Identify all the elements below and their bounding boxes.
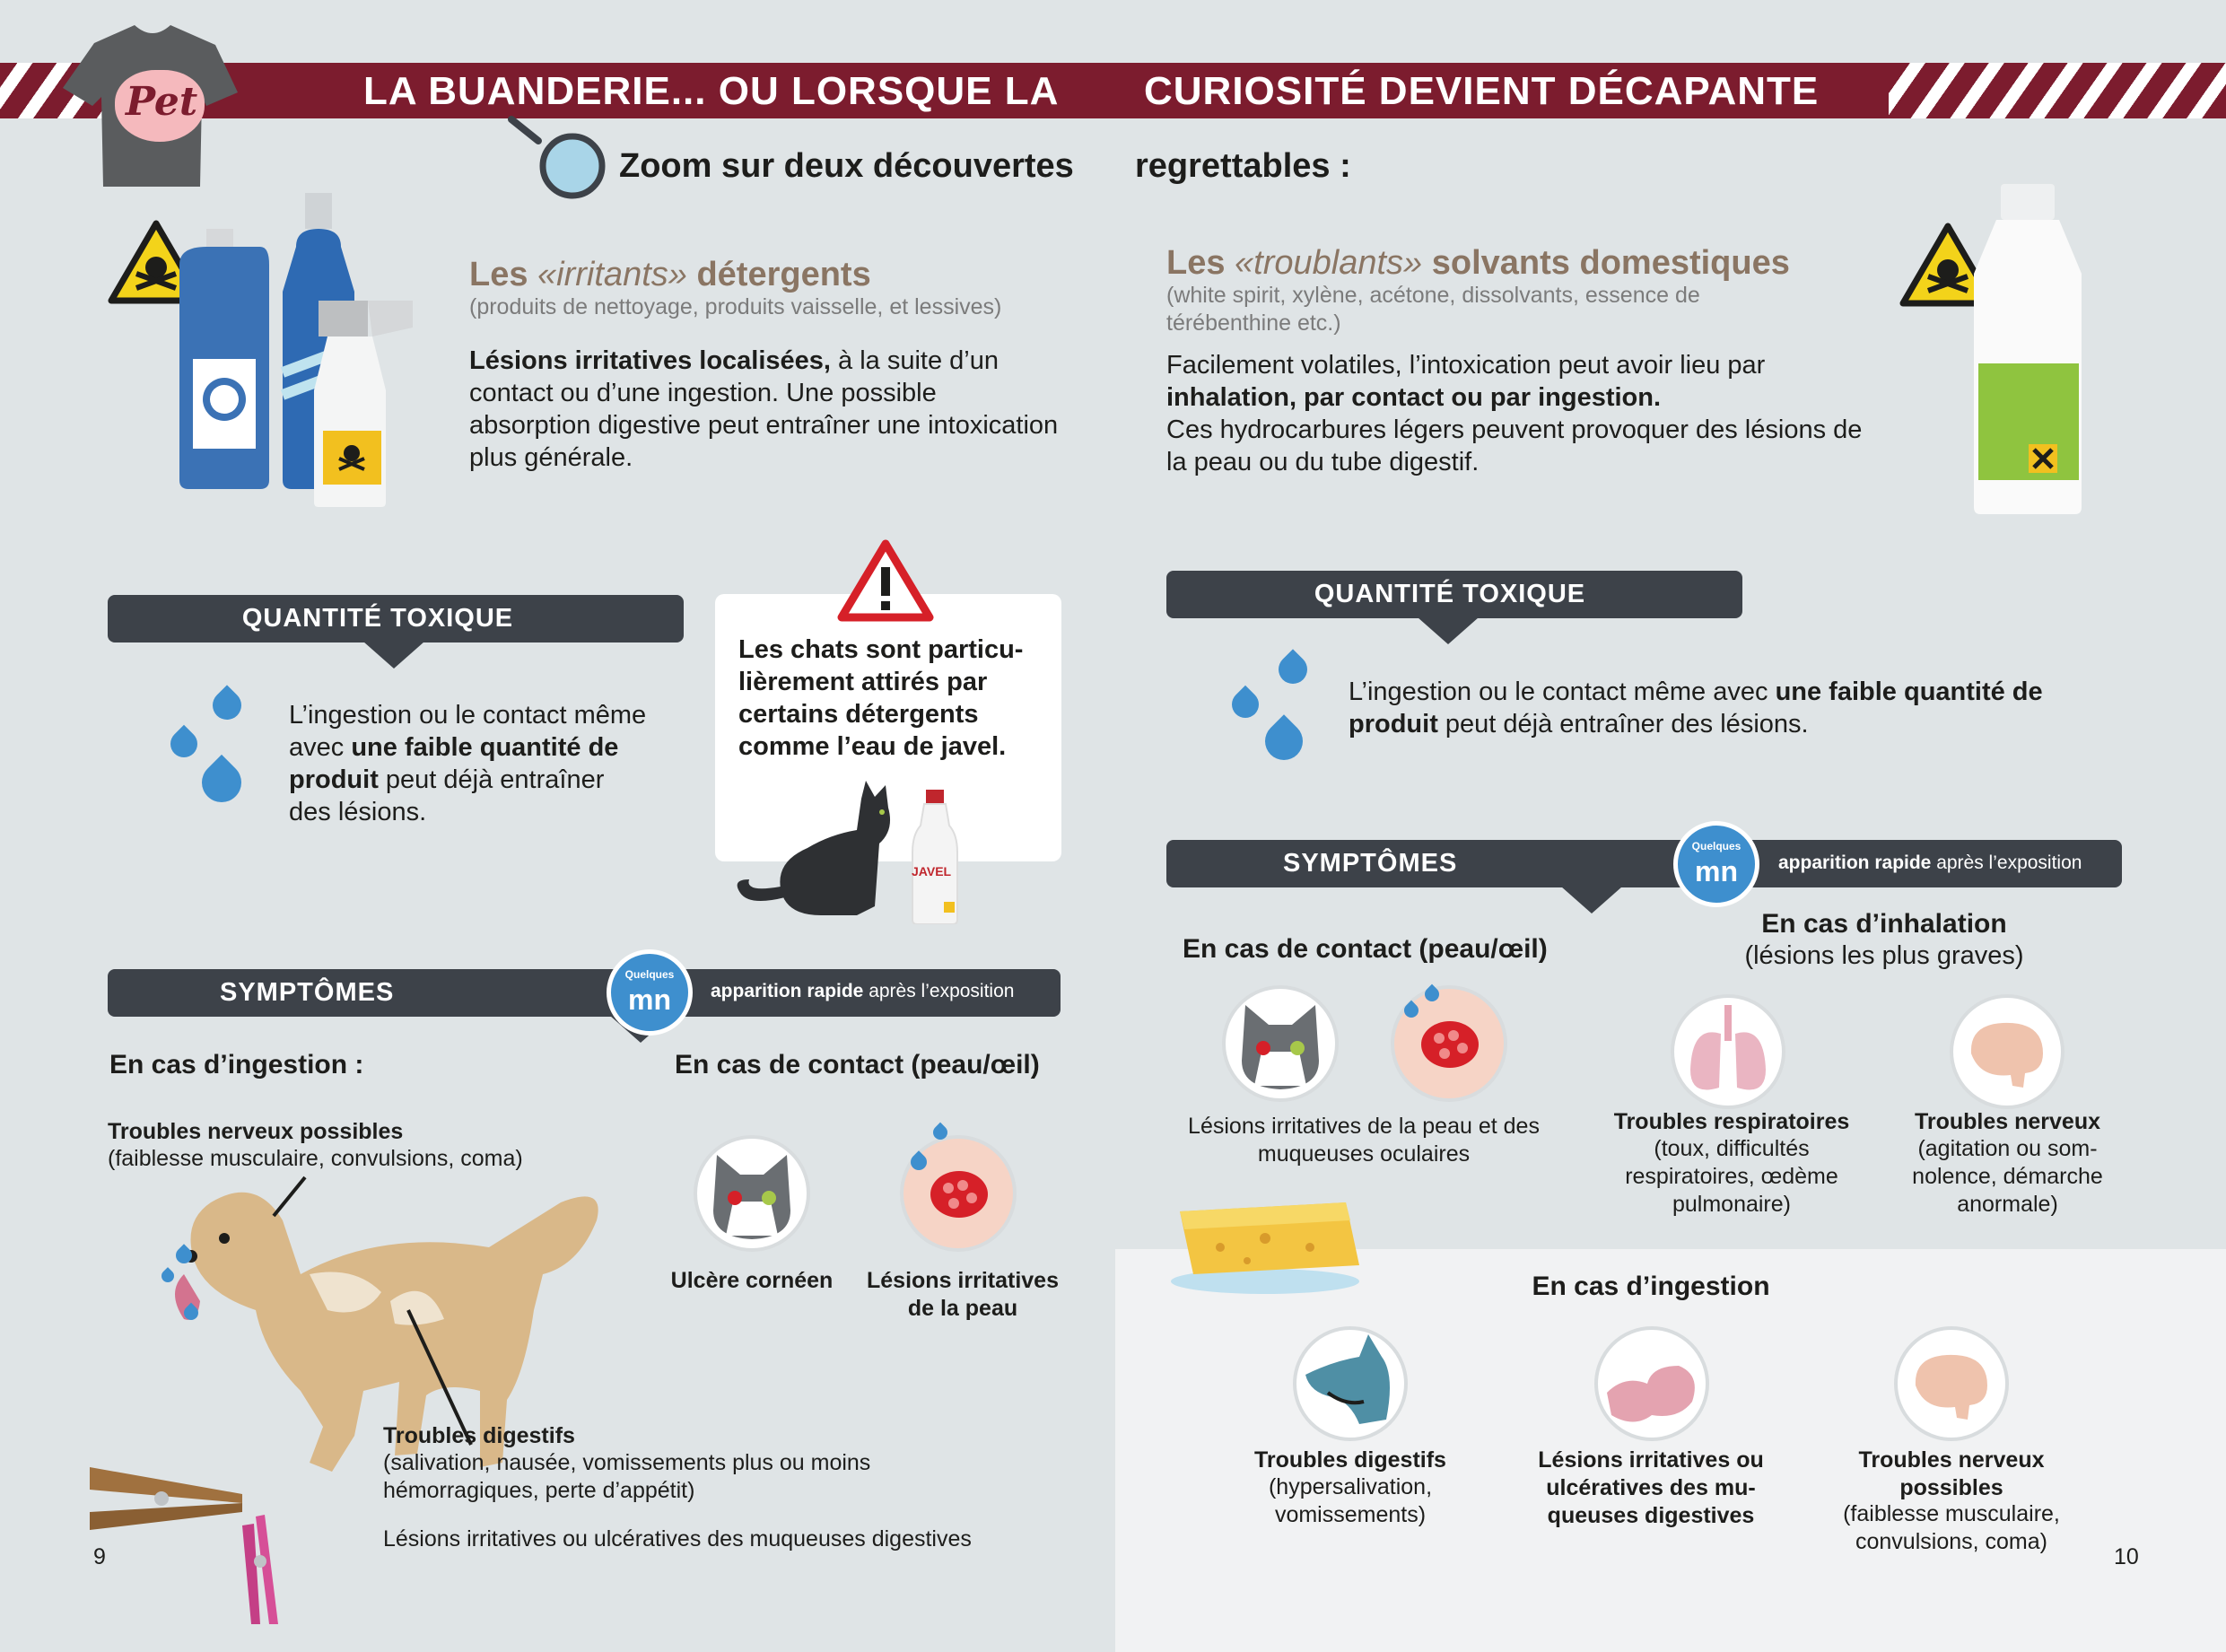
left-rapid-bold: apparition rapide [711,981,864,1001]
brain-icon [1953,998,2061,1106]
left-toxic-text [289,699,648,828]
right-toxic-bar [1166,571,1742,618]
cat-face-icon [697,1139,807,1248]
subtitle-left: Zoom sur deux découvertes [619,147,1074,185]
subtitle-right: regrettables : [1135,147,1351,185]
left-section-title-em: «irritants» [537,256,687,293]
left-section-title-pre: Les [469,256,538,293]
clothespins-illustration [85,1463,310,1624]
drop-icon [1257,714,1310,767]
left-toxic-text-bold: une faible quantité de produit [289,733,619,794]
clock-unit-label: mn [1695,855,1738,887]
sponge-illustration [1166,1184,1368,1297]
right-contact-heading: En cas de contact (peau/œil) [1183,934,1548,964]
left-toxic-bar-label: QUANTITÉ TOXIQUE [241,604,514,633]
clock-icon [1673,821,1759,907]
left-description [469,345,1061,474]
left-muqueuses-text: Lésions irritatives ou ulcératives des muqueuses digestives [383,1526,972,1551]
dig-sub: (hypersalivation, vomissements) [1268,1474,1433,1527]
dog-head-circle [1293,1326,1408,1441]
magnifier-icon [502,112,610,202]
solvent-bottle-illustration [1969,184,2086,516]
page-title-left: LA BUANDERIE... OU LORSQUE LA [363,69,1060,113]
les-title: Lésions irritatives ou ulcératives des mu-queuses digestives [1538,1447,1764,1528]
right-toxic-text-1: L’ingestion ou le contact même avec [1349,677,1776,706]
cat-eye-circle [694,1135,810,1252]
nerv-title: Troubles nerveux [1914,1109,2101,1134]
right-description-bold: inhalation, par contact ou par ingestion. [1166,383,1662,412]
right-rapid-bold: apparition rapide [1778,852,1932,873]
right-section-title-em: «troublants» [1235,244,1423,282]
brain-circle [1894,1326,2009,1441]
drop-icon [1272,649,1313,689]
intestine-circle [1594,1326,1709,1441]
intestine-icon [1598,1330,1706,1438]
cat-note-text: Les chats sont particu-lièrement attirés par certains détergents comme l’eau de javel. [738,635,1024,761]
left-rapid-text [711,981,1014,1002]
brain-icon [1898,1330,2005,1438]
left-description-bold: Lésions irritatives localisées, [469,346,831,375]
black-cat-illustration [731,781,897,920]
right-symptoms-bar-label: SYMPTÔMES [1283,849,1458,878]
right-inhalation-sub: (lésions les plus graves) [1744,941,2024,970]
lesions-peau-label: Lésions irritatives de la peau [867,1268,1059,1321]
brain-circle [1950,994,2065,1109]
cat-eye-circle [1222,985,1339,1102]
left-description-rest: à la suite d’un contact ou d’une ingestion. Une possible absorption digestive peut entraîner une intoxication plus générale. [469,346,1059,472]
lungs-circle [1671,994,1785,1109]
page-title-right: CURIOSITÉ DEVIENT DÉCAPANTE [1144,69,1820,113]
cat-face-icon [1226,989,1335,1098]
nerv2-title: Troubles nerveux possibles [1858,1447,2045,1500]
left-symptoms-bar-label: SYMPTÔMES [220,978,395,1007]
right-section-title-post: solvants domestiques [1422,244,1790,282]
left-contact-heading: En cas de contact (peau/œil) [675,1050,1040,1079]
left-page-number: 9 [93,1544,106,1569]
right-toxic-bar-label: QUANTITÉ TOXIQUE [1314,580,1586,608]
right-inhalation-heading: En cas d’inhalation [1761,909,2007,939]
warning-exclamation-icon [836,537,935,623]
drop-icon [206,685,247,725]
lungs-icon [1674,998,1782,1106]
left-rapid-rest: après l’exposition [863,981,1015,1001]
ulcere-label: Ulcère cornéen [670,1268,834,1293]
left-digestifs-title: Troubles digestifs [383,1423,575,1448]
left-toxic-text-1: L’ingestion ou le contact même avec [289,701,647,762]
resp-title: Troubles respiratoires [1613,1109,1850,1134]
right-toxic-text-bold: une faible quantité de produit [1349,677,2043,739]
right-section-subtitle: (white spirit, xylène, acétone, dissolvants, essence de térébenthine etc.) [1166,283,1700,336]
left-toxic-bar [108,595,684,642]
clock-top-label: Quelques [624,968,675,981]
left-ingestion-heading: En cas d’ingestion : [109,1050,364,1079]
pet-logo-text: Pet [126,79,198,125]
drop-icon [194,755,249,810]
right-toxic-text [1349,676,2138,740]
right-section-title-pre: Les [1166,244,1235,282]
resp-sub: (toux, difficultés respiratoires, œdème pulmonaire) [1625,1136,1838,1217]
javel-label: JAVEL [912,864,952,878]
right-contact-desc: Lésions irritatives de la peau et des muqueuses oculaires [1188,1114,1540,1167]
left-section-title [469,254,871,295]
right-description [1166,349,1884,478]
left-section-title-post: détergents [686,256,871,293]
right-rapid-text [1778,852,2082,874]
drop-icon [1226,686,1264,723]
nerv2-sub: (faiblesse musculaire, convulsions, coma) [1843,1501,2060,1554]
nerv-sub: (agitation ou som-nolence, démarche anormale) [1912,1136,2103,1217]
left-nerveux-sub: (faiblesse musculaire, convulsions, coma) [108,1146,523,1171]
javel-bottle-illustration [908,790,962,924]
clock-unit-label: mn [628,983,671,1016]
right-page-number: 10 [2114,1544,2139,1569]
right-description-1: Facilement volatiles, l’intoxication peut avoir lieu par [1166,351,1766,380]
clock-icon [607,949,693,1036]
detergent-bottles-illustration [170,193,440,507]
left-digestifs-sub: (salivation, nausée, vomissements plus ou moins hémorragiques, perte d’appétit) [383,1450,871,1503]
dig-title: Troubles digestifs [1254,1447,1446,1473]
dog-head-icon [1296,1330,1404,1438]
clock-top-label: Quelques [1691,840,1742,852]
right-ingestion-heading: En cas d’ingestion [1532,1272,1770,1301]
right-toxic-text-2: peut déjà entraîner des lésions. [1437,710,1809,739]
right-description-2: Ces hydrocarbures légers peuvent provoquer des lésions de la peau ou du tube digestif. [1166,415,1863,476]
left-section-subtitle: (produits de nettoyage, produits vaisselle, et lessives) [469,294,1002,319]
right-rapid-rest: après l’exposition [1931,852,2082,873]
left-nerveux-title: Troubles nerveux possibles [108,1119,404,1144]
drop-icon [165,725,203,763]
left-toxic-text-2: peut déjà entraîner des lésions. [289,765,605,826]
right-section-title [1166,242,1790,284]
